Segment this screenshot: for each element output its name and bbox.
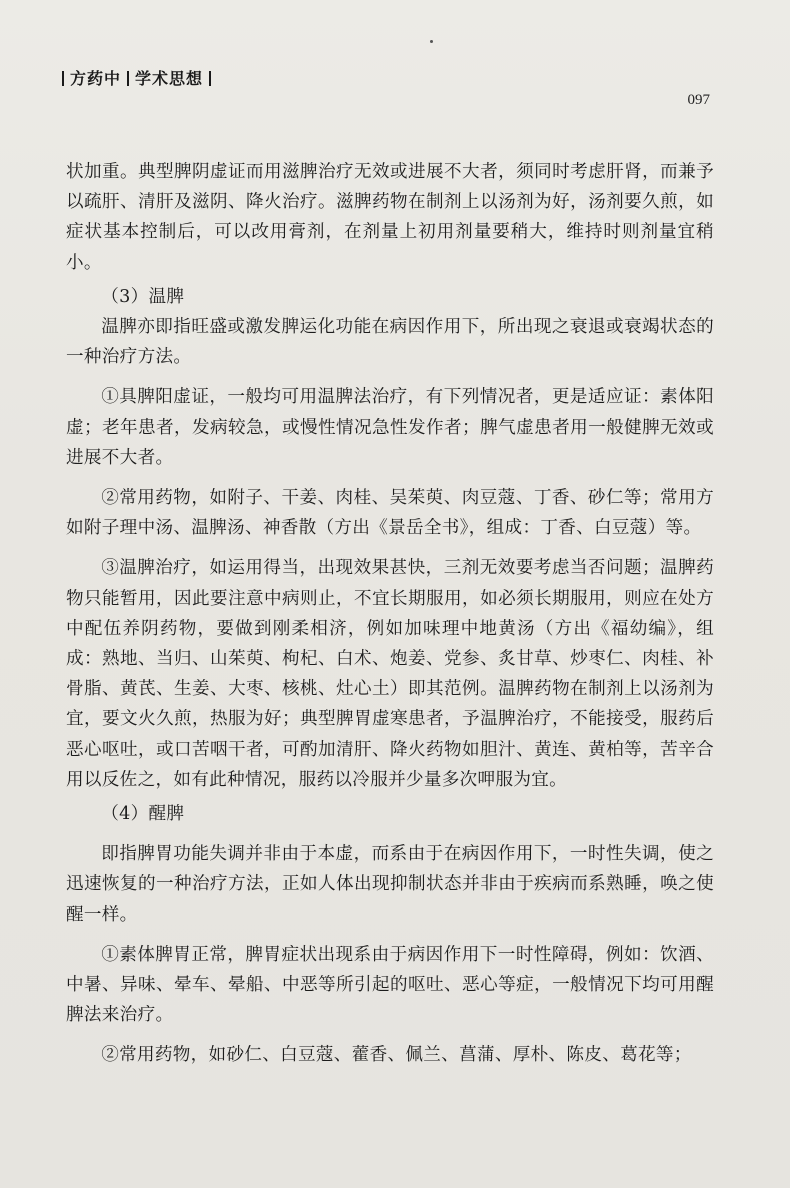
page-number: 097 [687, 92, 710, 108]
paragraph: ②常用药物，如砂仁、白豆蔻、藿香、佩兰、菖蒲、厚朴、陈皮、葛花等； [101, 1045, 692, 1066]
body-text [66, 157, 714, 1071]
running-header [62, 66, 217, 89]
section-heading-warming-spleen: （3）温脾 [101, 286, 185, 307]
paragraph: 状加重。典型脾阴虚证而用滋脾治疗无效或进展不大者，须同时考虑肝肾，而兼予以疏肝、清肝及滋阴、降火治疗。滋脾药物在制剂上以汤剂为好，汤剂要久煎，如症状基本控制后，可以改用膏剂，在剂量上初用剂量要稍大，维持时则剂量宜稍小。 [66, 162, 714, 273]
section-heading-awakening-spleen: （4）醒脾 [101, 804, 185, 825]
book-title: 方药中 [70, 69, 122, 88]
section-title: 学术思想 [135, 69, 204, 88]
paragraph: 温脾亦即指旺盛或激发脾运化功能在病因作用下，所出现之衰退或衰竭状态的一种治疗方法。 [66, 317, 714, 368]
header-divider [127, 71, 129, 86]
header-divider [209, 71, 211, 86]
paragraph: ②常用药物，如附子、干姜、肉桂、吴茱萸、肉豆蔻、丁香、砂仁等；常用方如附子理中汤、温脾汤、神香散（方出《景岳全书》，组成：丁香、白豆蔻）等。 [66, 488, 714, 539]
paragraph: ①素体脾胃正常，脾胃症状出现系由于病因作用下一时性障碍，例如：饮酒、中暑、异味、晕车、晕船、中恶等所引起的呕吐、恶心等症，一般情况下均可用醒脾法来治疗。 [66, 944, 714, 1026]
header-divider [62, 71, 64, 86]
paragraph: 即指脾胃功能失调并非由于本虚，而系由于在病因作用下，一时性失调，使之迅速恢复的一种治疗方法，正如人体出现抑制状态并非由于疾病而系熟睡，唤之使醒一样。 [66, 844, 714, 925]
print-speck [430, 40, 433, 43]
paragraph: ①具脾阳虚证，一般均可用温脾法治疗，有下列情况者，更是适应证：素体阳虚；老年患者，发病较急，或慢性情况急性发作者；脾气虚患者用一般健脾无效或进展不大者。 [66, 387, 714, 468]
paragraph: ③温脾治疗，如运用得当，出现效果甚快，三剂无效要考虑当否问题；温脾药物只能暂用，因此要注意中病则止，不宜长期服用，如必须长期服用，则应在处方中配伍养阴药物，要做到刚柔相济，例如加味理中地黄汤（方出《福幼编》，组成：熟地、当归、山茱萸、枸杞、白术、炮姜、党参、炙甘草、炒枣仁、肉桂、补骨脂、黄芪、生姜、大枣、核桃、灶心土）即其范例。温脾药物在制剂上以汤剂为宜，要文火久煎，热服为好；典型脾胃虚寒患者，予温脾治疗，不能接受，服药后恶心呕吐，或口苦咽干者，可酌加清肝、降火药物如胆汁、黄连、黄柏等，苦辛合用以反佐之，如有此种情况，服药以冷服并少量多次呷服为宜。 [66, 558, 714, 790]
